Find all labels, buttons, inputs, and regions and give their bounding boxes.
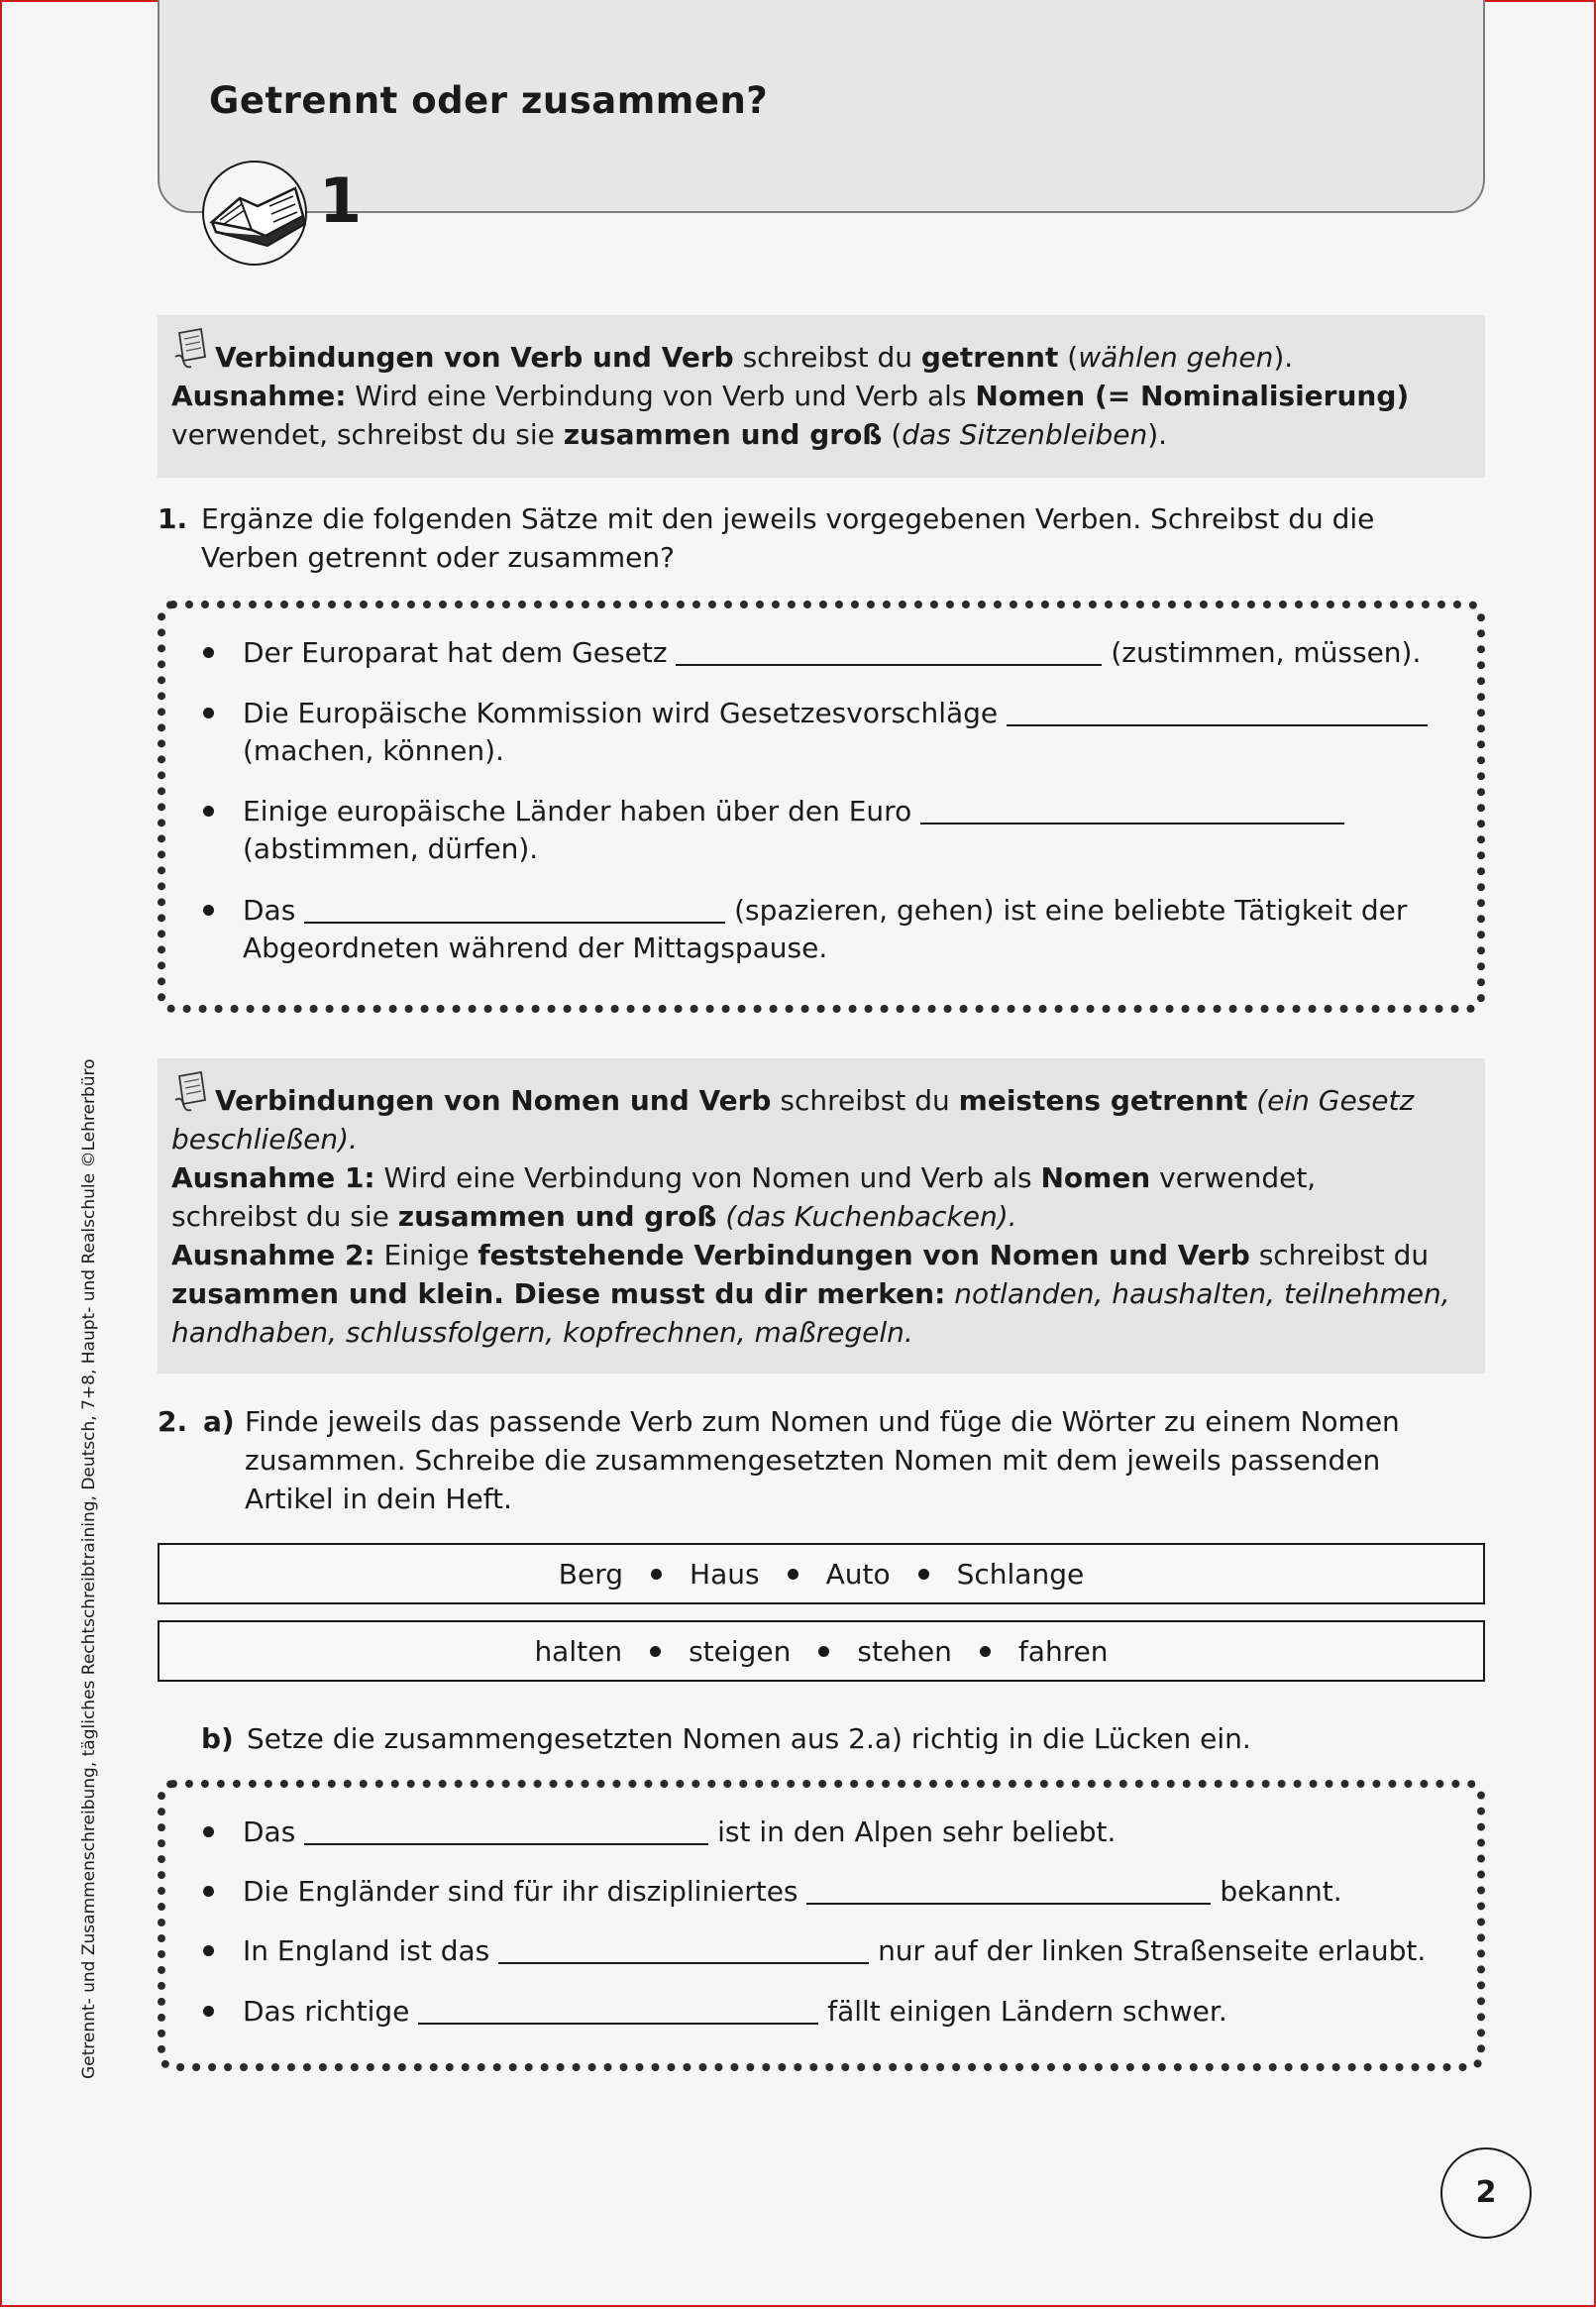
worksheet-page <box>2 2 1596 2309</box>
task-2b <box>158 1719 1485 1758</box>
answer-blank[interactable] <box>920 795 1344 825</box>
rule-line <box>171 377 1471 415</box>
rule-bold-text: Ausnahme 2: <box>171 1239 375 1271</box>
rule-line <box>171 415 1471 454</box>
rule-text: ( <box>1058 341 1079 374</box>
rule-example: notlanden, haushalten, teilnehmen, <box>945 1277 1450 1310</box>
rule-example: handhaben, schlussfolgern, kopfrechnen, maßregeln. <box>171 1316 913 1349</box>
word-option: halten <box>534 1634 623 1668</box>
sentence-text: Der Europarat hat dem Gesetz <box>243 636 668 669</box>
rule-line <box>171 1236 1471 1274</box>
list-item <box>243 1932 1451 1970</box>
sentence-text: Das <box>243 1815 296 1848</box>
rule-line <box>171 1313 1471 1352</box>
sentence-text: Einige europäische Länder haben über den Euro <box>243 795 912 827</box>
rule-line <box>171 1274 1471 1313</box>
task-instruction: Setze die zusammengesetzten Nomen aus 2.a) richtig in die Lücken ein. <box>247 1722 1251 1755</box>
instruction-line: zusammen. Schreibe die zusammengesetzten Nomen mit dem jeweils passenden <box>245 1444 1381 1477</box>
rule-bold-text: feststehende Verbindungen von Nomen und Verb <box>478 1239 1250 1271</box>
rule-text: Einige <box>374 1239 479 1271</box>
word-option: stehen <box>857 1634 952 1668</box>
rule-bold-text: Ausnahme: <box>171 380 347 412</box>
rule-text: Wird eine Verbindung von Verb und Verb als <box>346 380 976 412</box>
sentence-text: In England ist das <box>243 1934 490 1967</box>
task-1 <box>158 499 1485 577</box>
answer-blank[interactable] <box>304 1815 708 1845</box>
answer-blank[interactable] <box>498 1934 869 1964</box>
rule-line <box>171 1070 1471 1120</box>
sentence-text: Abgeordneten während der Mittagspause. <box>243 932 828 964</box>
word-option: Auto <box>825 1557 891 1591</box>
word-option: Berg <box>558 1557 624 1591</box>
answer-blank[interactable] <box>806 1875 1211 1905</box>
rule-text: verwendet, schreibst du sie <box>171 418 564 451</box>
rule-text: ). <box>1273 341 1294 374</box>
sentence-text: bekannt. <box>1220 1875 1342 1908</box>
rule-bold-text: zusammen und klein. Diese musst du dir merken: <box>171 1277 946 1310</box>
list-item <box>243 695 1451 770</box>
bullet-dot <box>203 1945 214 1956</box>
instruction-line: Artikel in dein Heft. <box>245 1483 512 1515</box>
sentence-text: (abstimmen, dürfen). <box>243 832 539 865</box>
list-item <box>243 892 1451 967</box>
sentence-text: (machen, können). <box>243 734 504 767</box>
task-number: 1. <box>158 502 188 535</box>
noun-word-box <box>158 1543 1485 1604</box>
rule-text: schreibst du <box>1249 1239 1430 1271</box>
verb-word-box <box>158 1620 1485 1682</box>
rule-line <box>171 1197 1471 1236</box>
rule-text: Wird eine Verbindung von Nomen und Verb als <box>374 1161 1041 1194</box>
rule-bold-text: zusammen und groß <box>397 1200 717 1233</box>
bullet-dot <box>651 1569 662 1580</box>
subtask-label: b) <box>201 1722 234 1755</box>
list-item <box>243 1873 1451 1911</box>
bullet-dot <box>203 2006 214 2017</box>
task-instruction <box>245 1402 1485 1518</box>
task-instruction <box>201 499 1485 577</box>
rule-text: ). <box>1147 418 1168 451</box>
chapter-number: 1 <box>319 165 363 237</box>
list-item <box>243 1814 1451 1851</box>
page-title: Getrennt oder zusammen? <box>209 79 769 122</box>
page-number: 2 <box>1440 2147 1532 2239</box>
word-option: fahren <box>1017 1634 1109 1668</box>
rule-bold-text: zusammen und groß <box>563 418 883 451</box>
bullet-dot <box>203 1886 214 1897</box>
rule-box-verb-verb <box>158 315 1485 478</box>
answer-blank[interactable] <box>1007 697 1428 726</box>
rule-line <box>171 1158 1471 1197</box>
instruction-line: Verben getrennt oder zusammen? <box>201 541 675 574</box>
instruction-line: Finde jeweils das passende Verb zum Nomen und füge die Wörter zu einem Nomen <box>245 1405 1400 1438</box>
rule-line <box>171 1120 1471 1158</box>
rule-bold-text: Verbindungen von Nomen und Verb <box>215 1084 772 1117</box>
open-book-icon <box>200 159 309 268</box>
answer-blank[interactable] <box>304 894 725 924</box>
bullet-dot <box>203 708 214 718</box>
bullet-dot <box>203 806 214 817</box>
sentence-text: nur auf der linken Straßenseite erlaubt. <box>878 1934 1427 1967</box>
side-credit: Getrennt- und Zusammenschreibung, tägliches Rechtschreibtraining, Deutsch, 7+8, Haupt- und Realschule ©Lehrerbüro <box>79 1058 99 2079</box>
rule-example: (ein Gesetz <box>1247 1084 1415 1117</box>
word-option: Schlange <box>956 1557 1085 1591</box>
rule-bold-text: Nomen (= Nominalisierung) <box>975 380 1410 412</box>
rule-example: das Sitzenbleiben <box>902 418 1148 451</box>
word-option: Haus <box>690 1557 760 1591</box>
sentence-text: Die Europäische Kommission wird Gesetzesvorschläge <box>243 697 999 729</box>
rule-line <box>171 327 1471 377</box>
note-icon <box>171 1070 211 1114</box>
sentence-text: ist in den Alpen sehr beliebt. <box>717 1815 1117 1848</box>
bullet-dot <box>203 647 214 658</box>
rule-box-noun-verb <box>158 1058 1485 1374</box>
rule-bold-text: Nomen <box>1040 1161 1151 1194</box>
task-number: 2. <box>158 1405 188 1438</box>
answer-blank[interactable] <box>676 636 1102 666</box>
rule-text: ( <box>882 418 903 451</box>
rule-text: schreibst du <box>733 341 921 374</box>
sentence-text: fällt einigen Ländern schwer. <box>827 1995 1227 2028</box>
bullet-dot <box>818 1646 829 1657</box>
bullet-dot <box>203 905 214 916</box>
rule-text: schreibst du <box>771 1084 959 1117</box>
note-icon <box>171 327 211 371</box>
bullet-dot <box>203 1826 214 1837</box>
rule-text: verwendet, <box>1150 1161 1317 1194</box>
answer-blank[interactable] <box>418 1995 818 2025</box>
bullet-dot <box>980 1646 991 1657</box>
rule-text: schreibst du sie <box>171 1200 398 1233</box>
task-2a <box>158 1402 1485 1518</box>
sentence-text: (spazieren, gehen) ist eine beliebte Tätigkeit der <box>734 894 1408 927</box>
rule-bold-text: Ausnahme 1: <box>171 1161 375 1194</box>
rule-example: wählen gehen <box>1078 341 1274 374</box>
word-option: steigen <box>689 1634 792 1668</box>
sentence-text: Die Engländer sind für ihr diszipliniertes <box>243 1875 798 1908</box>
instruction-line: Ergänze die folgenden Sätze mit den jeweils vorgegebenen Verben. Schreibst du die <box>201 502 1375 535</box>
rule-example: (das Kuchenbacken). <box>716 1200 1017 1233</box>
list-item <box>243 793 1451 868</box>
sentence-text: Das <box>243 894 296 927</box>
sentence-text: (zustimmen, müssen). <box>1111 636 1422 669</box>
rule-bold-text: getrennt <box>920 341 1059 374</box>
list-item <box>243 634 1451 672</box>
bullet-dot <box>650 1646 661 1657</box>
bullet-dot <box>918 1569 929 1580</box>
list-item <box>243 1993 1451 2031</box>
rule-bold-text: Verbindungen von Verb und Verb <box>215 341 734 374</box>
sentence-text: Das richtige <box>243 1995 410 2028</box>
rule-example: beschließen). <box>171 1123 358 1155</box>
subtask-label: a) <box>203 1405 235 1438</box>
bullet-dot <box>788 1569 798 1580</box>
rule-bold-text: meistens getrennt <box>958 1084 1248 1117</box>
